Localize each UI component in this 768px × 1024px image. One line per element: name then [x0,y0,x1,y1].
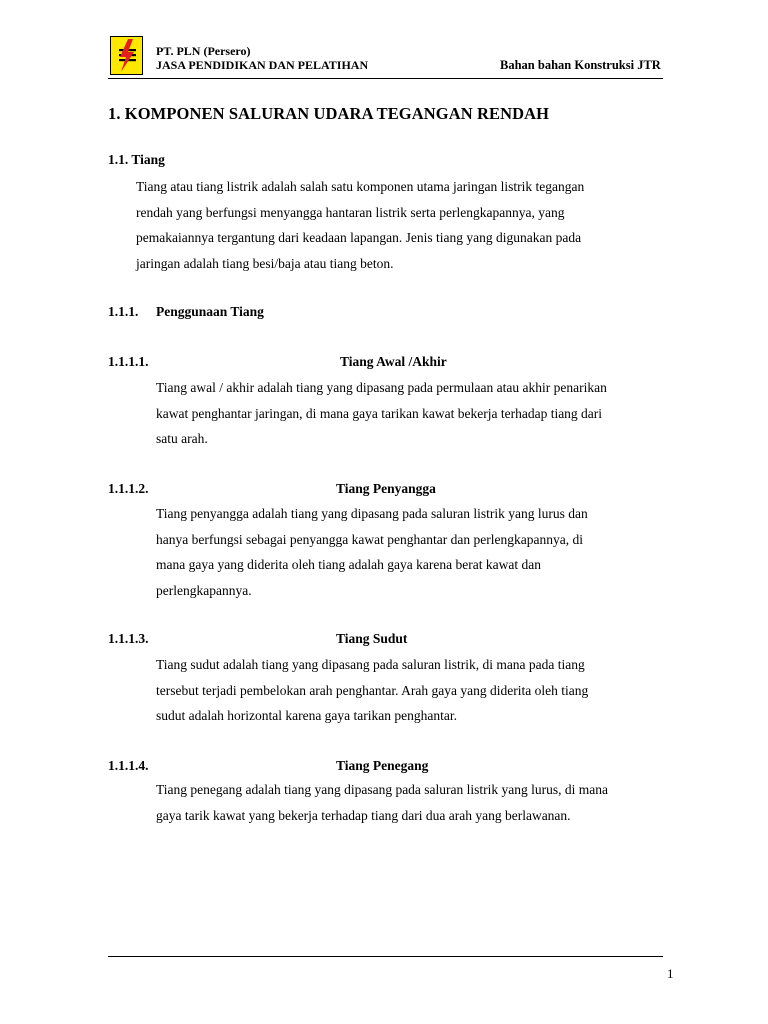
paragraph-line: sudut adalah horizontal karena gaya tarikan penghantar. [156,708,458,723]
header-rule [108,78,663,79]
paragraph-line: Tiang sudut adalah tiang yang dipasang pada saluran listrik, di mana pada tiang [156,657,585,672]
paragraph-line: gaya tarik kawat yang bekerja terhadap tiang dari dua arah yang berlawanan. [156,807,571,823]
paragraph-line: kawat penghantar jaringan, di mana gaya tarikan kawat bekerja terhadap tiang dari [156,405,603,421]
paragraph-line: perlengkapannya. [156,582,252,598]
item-number: 1.1.1.1. [108,354,149,369]
header-division: JASA PENDIDIKAN DAN PELATIHAN [156,58,369,72]
paragraph-line: mana gaya yang diderita oleh tiang adalah gaya karena berat kawat dan [156,557,541,572]
subsection-heading [108,304,264,320]
paragraph-line: Tiang penegang adalah tiang yang dipasang pada saluran listrik yang lurus, di mana [156,782,609,797]
item-paragraph [156,501,676,603]
item-title: Tiang Sudut [336,631,408,646]
chapter-title: 1. KOMPONEN SALURAN UDARA TEGANGAN RENDAH [108,104,550,123]
paragraph-line: rendah yang berfungsi menyangga hantaran listrik serta perlengkapannya, yang [136,204,565,220]
header-document-title: Bahan bahan Konstruksi JTR [500,58,661,72]
item-paragraph [156,652,676,729]
section-paragraph [136,174,666,276]
item-number: 1.1.1.4. [108,758,149,773]
page-number: 1 [667,966,674,981]
item-paragraph [156,375,676,452]
paragraph-line: hanya berfungsi sebagai penyangga kawat penghantar dan perlengkapannya, di [156,531,583,547]
item-number: 1.1.1.2. [108,481,149,496]
paragraph-line: tersebut terjadi pembelokan arah penghantar. Arah gaya yang diderita oleh tiang [156,682,589,698]
item-paragraph [156,777,676,828]
item-title: Tiang Penegang [336,758,429,773]
subsection-title: Penggunaan Tiang [156,304,264,319]
item-title: Tiang Penyangga [336,481,436,496]
paragraph-line: pemakaiannya tergantung dari keadaan lapangan. Jenis tiang yang digunakan pada [136,230,582,245]
footer-rule [108,956,663,957]
subsection-number: 1.1.1. [108,304,139,319]
header-company: PT. PLN (Persero) [156,44,251,58]
section-title: 1.1. Tiang [108,152,165,167]
item-title: Tiang Awal /Akhir [340,354,447,369]
paragraph-line: Tiang atau tiang listrik adalah salah satu komponen utama jaringan listrik tegangan [136,179,585,194]
item-number: 1.1.1.3. [108,631,149,646]
paragraph-line: jaringan adalah tiang besi/baja atau tiang beton. [136,255,394,271]
pln-lightning-logo-icon [110,36,143,75]
paragraph-line: Tiang penyangga adalah tiang yang dipasang pada saluran listrik yang lurus dan [156,506,588,521]
paragraph-line: satu arah. [156,431,208,446]
paragraph-line: Tiang awal / akhir adalah tiang yang dipasang pada permulaan atau akhir penarikan [156,380,607,395]
